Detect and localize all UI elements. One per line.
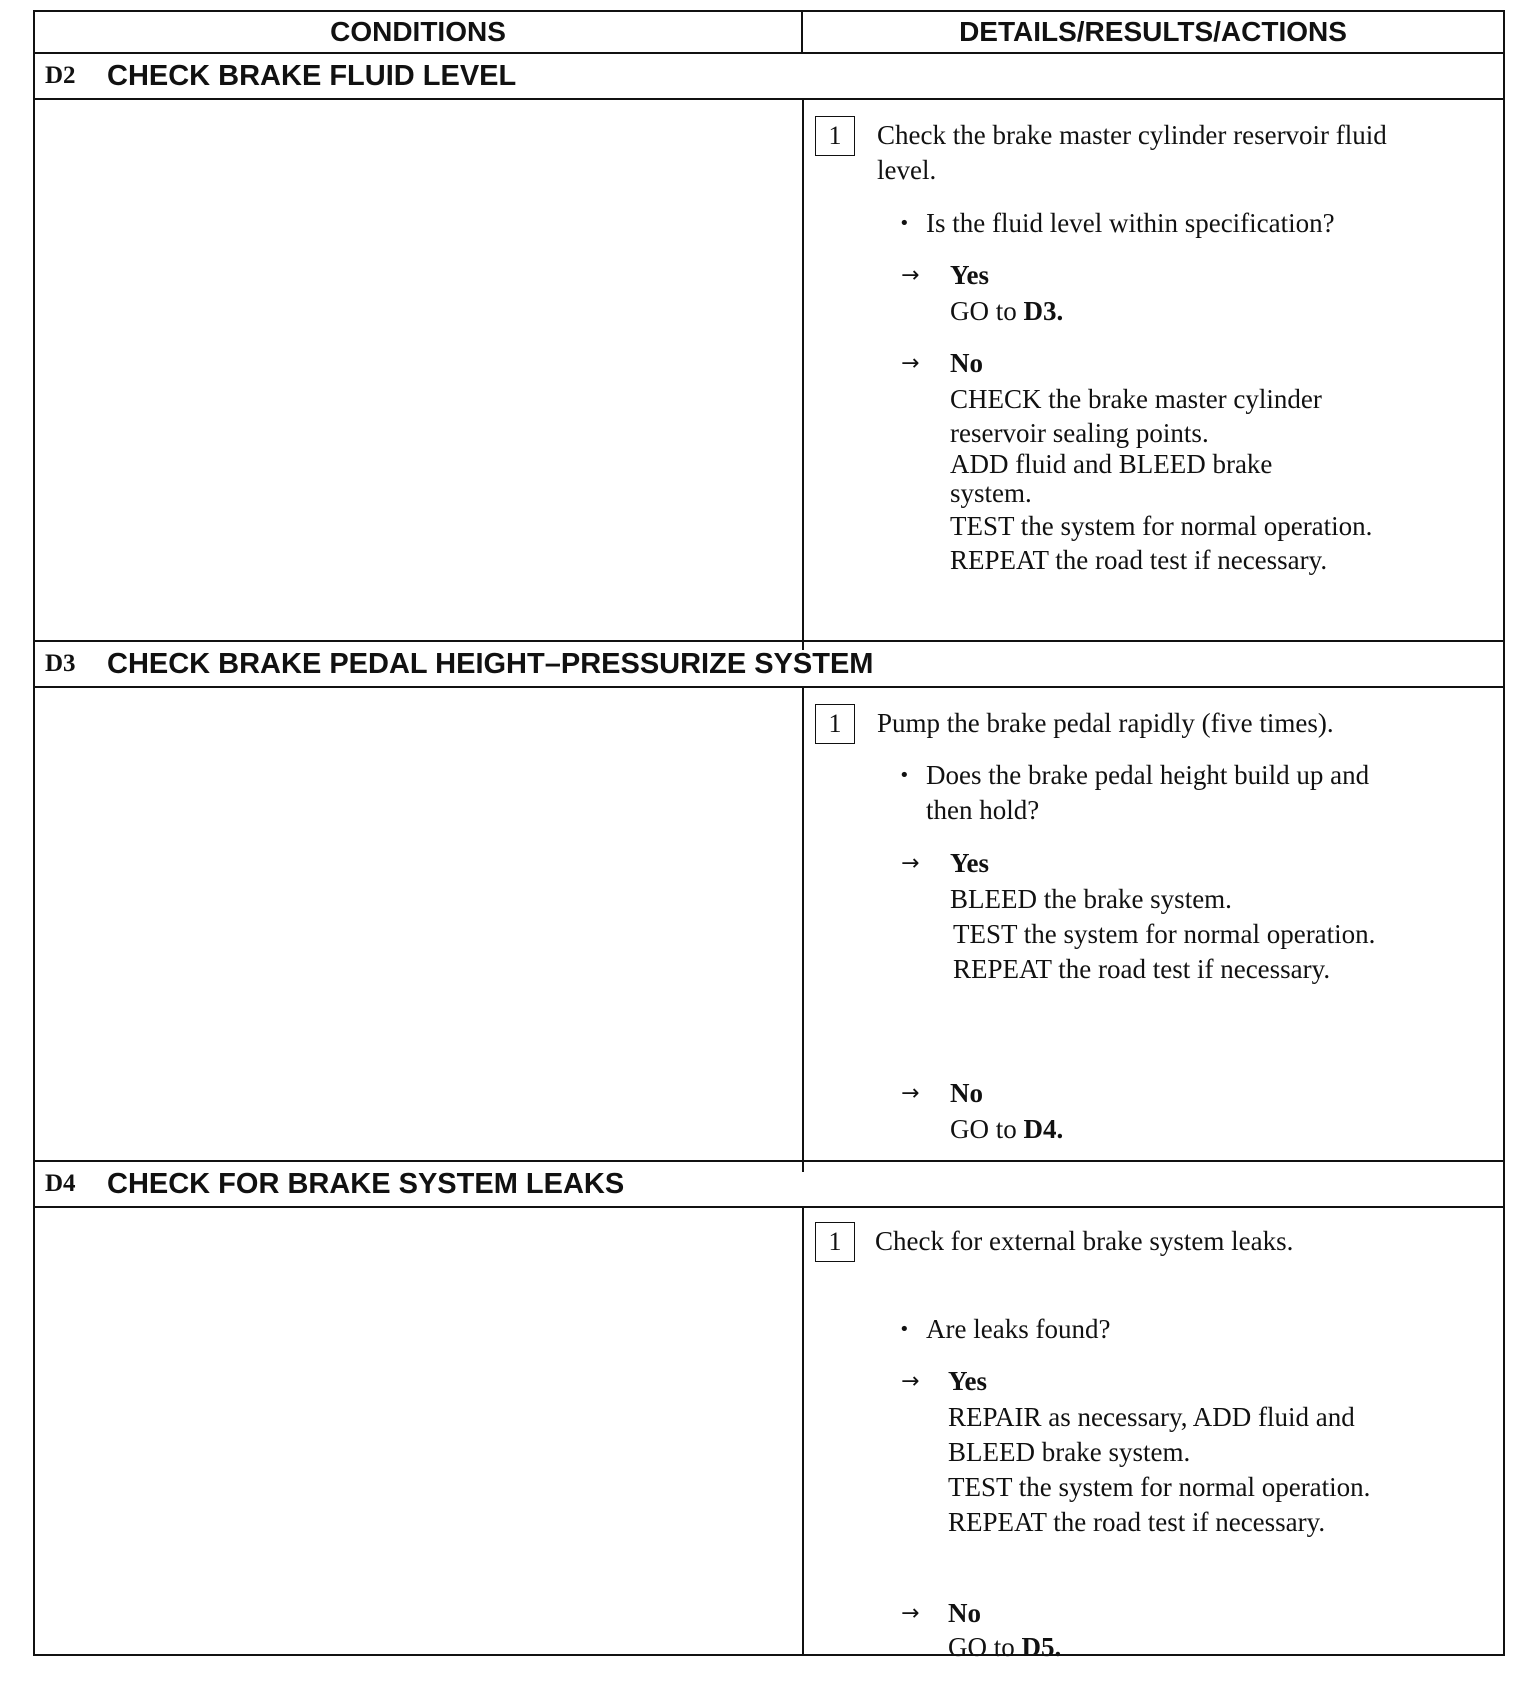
question-text: Are leaks found? [926,1314,1111,1344]
yes-result: BLEED the brake system. TEST the system for normal operation. REPEAT the road test if necessary. [950,884,1376,984]
conditions-header: CONDITIONS [35,12,803,54]
question-text: Does the brake pedal height build up and then hold? [926,760,1370,825]
no-label: No [950,348,983,378]
section-d4-header [35,1160,1503,1208]
section-code: D2 [45,62,76,89]
no-result: GO to D5. [948,1632,1062,1662]
diagnostic-table [33,10,1505,1662]
arrow-right-icon: → [901,1081,920,1106]
arrow-right-icon: → [901,351,920,376]
step-action: Check for external brake system leaks. [875,1226,1294,1256]
no-result: CHECK the brake master cylinder reservoir sealing points. ADD fluid and BLEED brake system. TEST the system for normal operation. REPEAT the road test if necessary. [950,384,1373,575]
yes-result: REPAIR as necessary, ADD fluid and BLEED brake system. TEST the system for normal operation. REPEAT the road test if necessary. [948,1402,1371,1537]
question-text: Is the fluid level within specification? [926,208,1335,238]
yes-label: Yes [950,260,989,290]
yes-label: Yes [950,848,989,878]
details-header: DETAILS/RESULTS/ACTIONS [803,12,1503,54]
section-title: CHECK BRAKE PEDAL HEIGHT–PRESSURIZE SYSTEM [107,647,874,680]
arrow-right-icon: → [901,1601,920,1626]
arrow-right-icon: → [901,263,920,288]
step-number-box: 1 [815,704,855,744]
arrow-right-icon: → [901,1369,920,1394]
bullet-icon: • [899,765,910,786]
column-divider [802,98,804,650]
section-d3-header [35,640,1503,688]
step-number-box: 1 [815,1222,855,1262]
yes-label: Yes [948,1366,987,1396]
step-action: Check the brake master cylinder reservoir fluid level. [877,120,1387,185]
no-result: GO to D4. [950,1114,1064,1144]
section-title: CHECK BRAKE FLUID LEVEL [107,59,517,92]
bullet-icon: • [899,1319,910,1340]
bullet-icon: • [899,213,910,234]
no-label: No [948,1598,981,1628]
section-d2-header [35,52,1503,100]
step-action: Pump the brake pedal rapidly (five times). [877,708,1334,738]
section-title: CHECK FOR BRAKE SYSTEM LEAKS [107,1167,625,1200]
yes-result: GO to D3. [950,296,1064,326]
arrow-right-icon: → [901,851,920,876]
no-label: No [950,1078,983,1108]
section-code: D4 [45,1170,76,1197]
section-code: D3 [45,650,76,677]
column-divider [802,686,804,1172]
step-number-box: 1 [815,116,855,156]
column-divider [802,1206,804,1654]
